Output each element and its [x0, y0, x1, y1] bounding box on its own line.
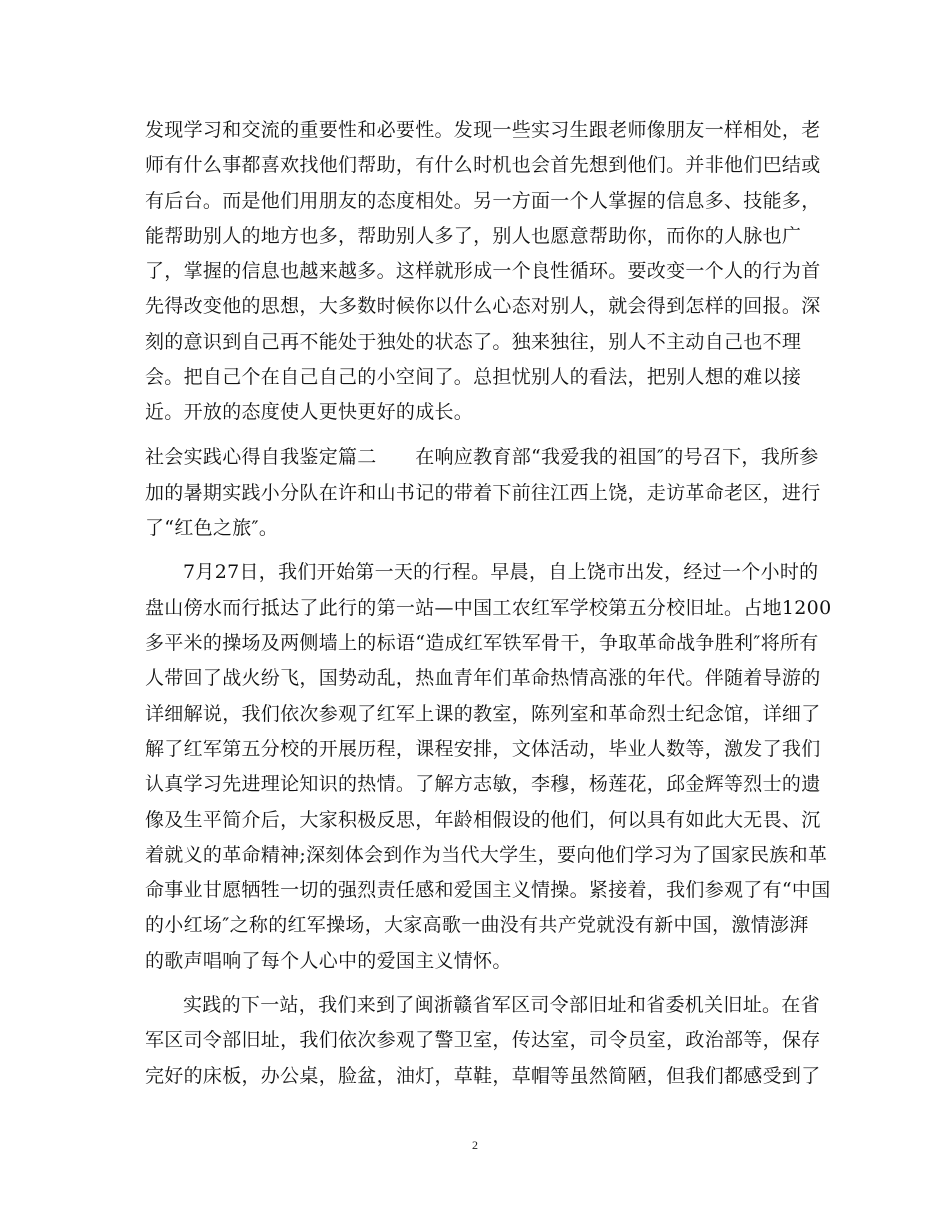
text-line: 着就义的革命精神;深刻体会到作为当代大学生，要向他们学习为了国家民族和革	[145, 844, 828, 866]
text-line: 发现学习和交流的重要性和必要性。发现一些实习生跟老师像朋友一样相处，老	[145, 119, 821, 141]
text-line: 加的暑期实践小分队在许和山书记的带着下前往江西上饶，走访革命老区，进行	[145, 482, 821, 504]
text-line: 军区司令部旧址，我们依次参观了警卫室，传达室，司令员室，政治部等，保存	[145, 1029, 821, 1051]
text-line: 详细解说，我们依次参观了红军上课的教室，陈列室和革命烈士纪念馆，详细了	[145, 703, 821, 725]
text-line: 先得改变他的思想，大多数时候你以什么心态对别人，就会得到怎样的回报。深	[145, 295, 821, 317]
text-line: 刻的意识到自己再不能处于独处的状态了。独来独往，别人不主动自己也不理	[145, 331, 802, 353]
text-line: 的歌声唱响了每个人心中的爱国主义情怀。	[145, 950, 512, 972]
page-number: 2	[472, 1138, 478, 1152]
text-line: 像及生平简介后，大家积极反思，年龄相假设的他们，何以具有如此大无畏、沉	[145, 809, 821, 831]
section-heading-line: 社会实践心得自我鉴定篇二 在响应教育部“我爱我的祖国″的号召下，我所参	[145, 446, 819, 468]
text-line: 完好的床板，办公桌，脸盆，油灯，草鞋，草帽等虽然简陋，但我们都感受到了	[145, 1065, 821, 1087]
text-line: 命事业甘愿牺牲一切的强烈责任感和爱国主义情操。紧接着，我们参观了有“中国	[145, 879, 831, 901]
text-line: 的小红场″之称的红军操场，大家高歌一曲没有共产党就没有新中国，激情澎湃	[145, 914, 809, 936]
text-line: 会。把自己个在自己自己的小空间了。总担忧别人的看法，把别人想的难以接	[145, 366, 802, 388]
text-line: 多平米的操场及两侧墙上的标语“造成红军铁军骨干，争取革命战争胜利″将所有	[145, 632, 819, 654]
text-line: 解了红军第五分校的开展历程，课程安排，文体活动，毕业人数等，激发了我们	[145, 738, 821, 760]
text-line: 近。开放的态度使人更快更好的成长。	[145, 401, 474, 423]
text-line: 师有什么事都喜欢找他们帮助，有什么时机也会首先想到他们。并非他们巴结或	[145, 154, 821, 176]
text-line: 能帮助别人的地方也多，帮助别人多了，别人也愿意帮助你，而你的人脉也广	[145, 225, 802, 247]
text-line: 了，掌握的信息也越来越多。这样就形成一个良性循环。要改变一个人的行为首	[145, 260, 821, 282]
text-line: 盘山傍水而行抵达了此行的第一站—中国工农红军学校第五分校旧址。占地1200	[145, 597, 832, 619]
text-line: 人带回了战火纷飞，国势动乱，热血青年们革命热情高涨的年代。伴随着导游的	[145, 667, 821, 689]
paragraph-start-line: 7月27日，我们开始第一天的行程。早晨，自上饶市出发，经过一个小时的	[183, 561, 819, 583]
paragraph-start-line: 实践的下一站，我们来到了闽浙赣省军区司令部旧址和省委机关旧址。在省	[183, 994, 820, 1016]
text-line: 认真学习先进理论知识的热情。了解方志敏，李穆，杨莲花，邱金辉等烈士的遗	[145, 773, 821, 795]
text-line: 了“红色之旅″。	[145, 517, 279, 539]
text-line: 有后台。而是他们用朋友的态度相处。另一方面一个人掌握的信息多、技能多，	[145, 190, 821, 212]
